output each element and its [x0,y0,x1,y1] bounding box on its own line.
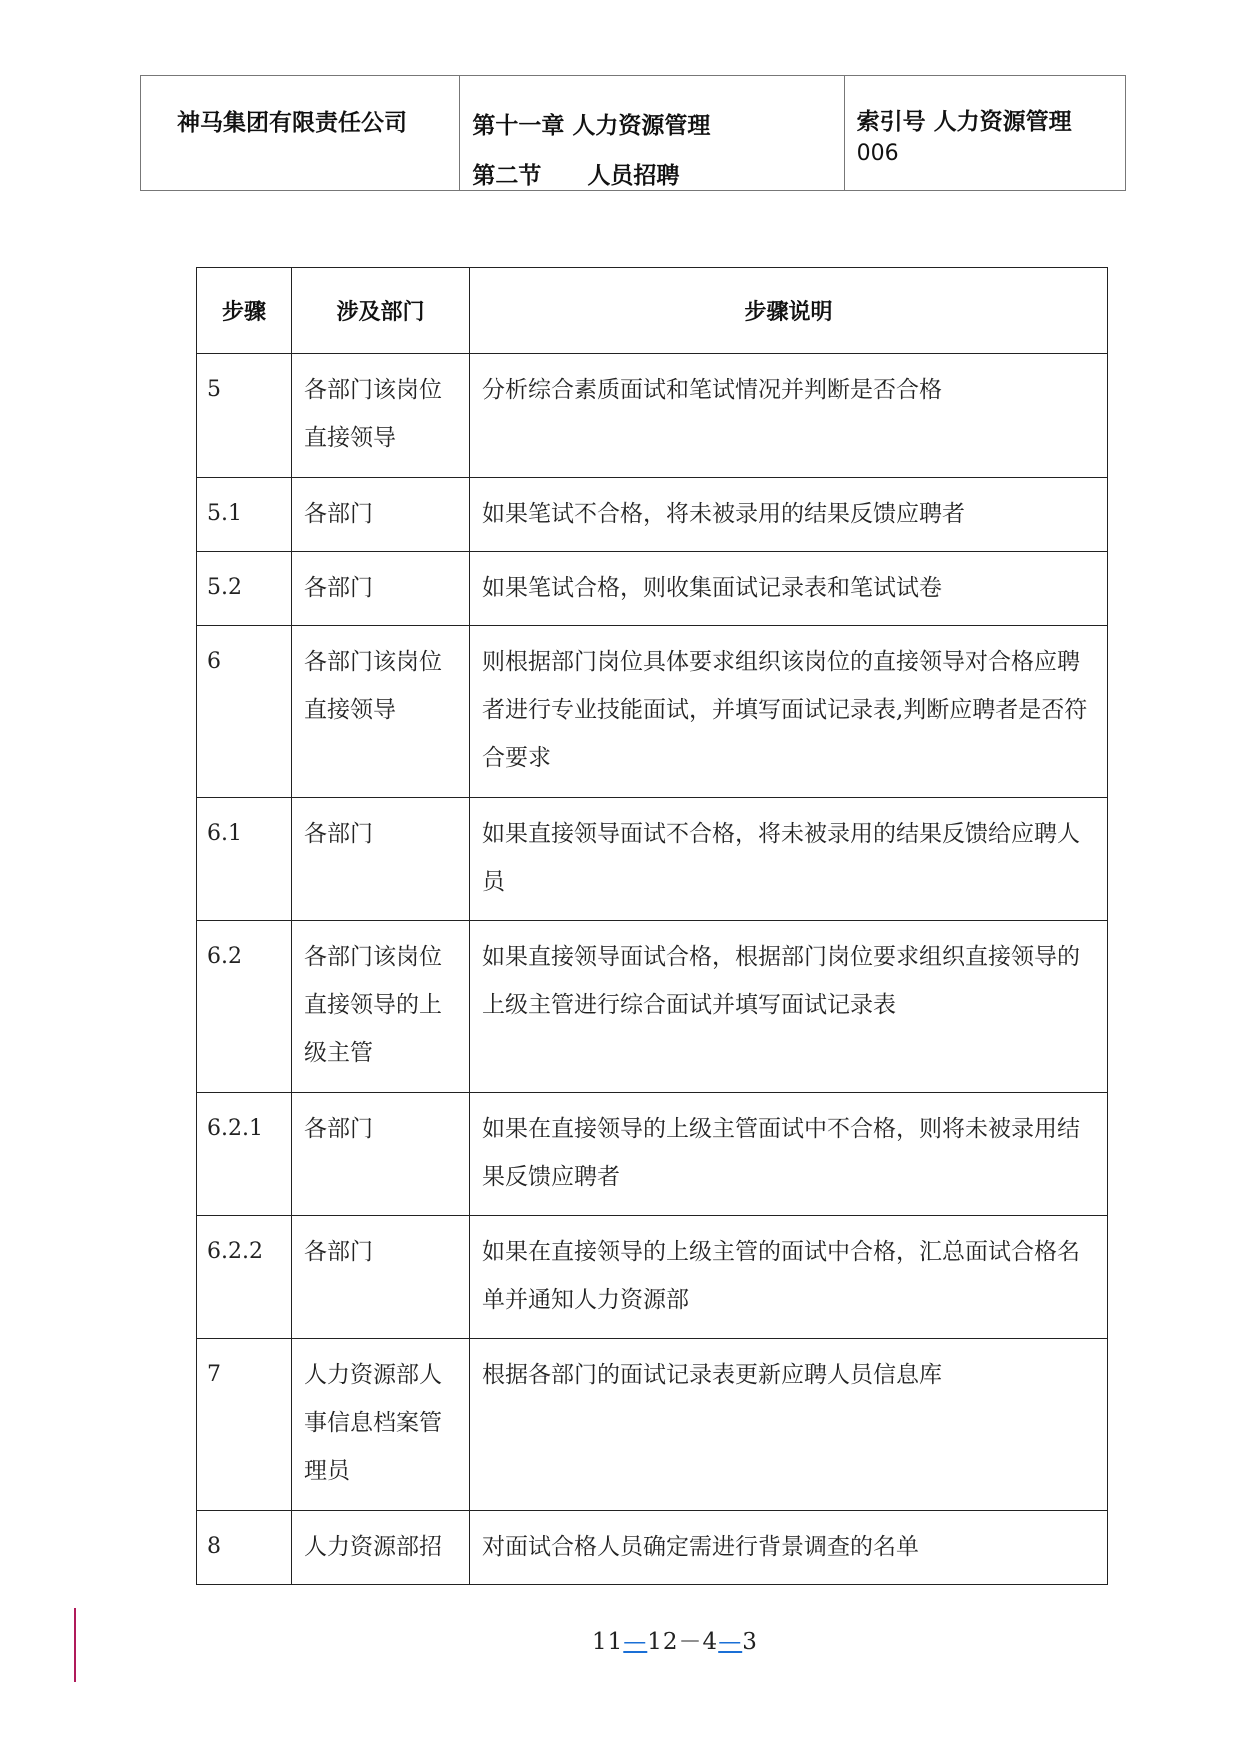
header-step: 步骤 [197,268,292,354]
section-line [472,151,843,201]
index-cell [845,76,1125,190]
page-part: 2－4 [662,1629,719,1655]
step-dept: 各部门 [292,1093,470,1216]
step-dept: 各部门 [292,478,470,552]
page-part: 11 [592,1629,624,1655]
step-number: 5.1 [197,478,292,552]
table-header-row [197,268,1108,354]
company-name: 神马集团有限责任公司 [141,76,460,190]
step-dept: 各部门该岗位直接领导 [292,626,470,798]
step-number: 6.1 [197,798,292,921]
step-dept: 人力资源部人事信息档案管理员 [292,1339,470,1511]
step-dept: 人力资源部招 [292,1511,470,1585]
step-desc: 如果直接领导面试合格，根据部门岗位要求组织直接领导的上级主管进行综合面试并填写面试记录表 [470,921,1108,1093]
step-desc: 如果笔试合格，则收集面试记录表和笔试试卷 [470,552,1108,626]
step-dept: 各部门该岗位直接领导 [292,354,470,478]
chapter-section-cell [460,76,844,190]
steps-table [196,267,1108,1585]
table-row [197,1511,1108,1585]
page-number [592,1623,758,1656]
page-part: 1 [647,1629,663,1655]
margin-bar [74,1608,76,1682]
table-row [197,1216,1108,1339]
step-number: 5 [197,354,292,478]
table-row [197,626,1108,798]
table-row [197,354,1108,478]
page-part: 3 [742,1629,758,1655]
document-header [140,75,1126,191]
header-desc: 步骤说明 [470,268,1108,354]
step-desc: 分析综合素质面试和笔试情况并判断是否合格 [470,354,1108,478]
step-desc: 如果在直接领导的上级主管的面试中合格，汇总面试合格名单并通知人力资源部 [470,1216,1108,1339]
table-row [197,1339,1108,1511]
step-desc: 则根据部门岗位具体要求组织该岗位的直接领导对合格应聘者进行专业技能面试，并填写面试记录表,判断应聘者是否符合要求 [470,626,1108,798]
step-dept: 各部门该岗位直接领导的上级主管 [292,921,470,1093]
table-row [197,552,1108,626]
step-number: 5.2 [197,552,292,626]
step-number: 6 [197,626,292,798]
step-number: 6.2.2 [197,1216,292,1339]
step-desc: 如果笔试不合格，将未被录用的结果反馈应聘者 [470,478,1108,552]
index-code: 006 [856,141,899,166]
section-title: 人员招聘 [587,163,680,189]
step-desc: 如果在直接领导的上级主管面试中不合格，则将未被录用结果反馈应聘者 [470,1093,1108,1216]
step-desc: 根据各部门的面试记录表更新应聘人员信息库 [470,1339,1108,1511]
step-desc: 如果直接领导面试不合格，将未被录用的结果反馈给应聘人员 [470,798,1108,921]
table-row [197,921,1108,1093]
page-separator: — [623,1629,648,1655]
page-separator: — [718,1629,743,1655]
step-desc: 对面试合格人员确定需进行背景调查的名单 [470,1511,1108,1585]
step-number: 6.2 [197,921,292,1093]
step-dept: 各部门 [292,552,470,626]
chapter-title: 第十一章 人力资源管理 [472,113,711,139]
step-dept: 各部门 [292,798,470,921]
table-row [197,798,1108,921]
step-number: 6.2.1 [197,1093,292,1216]
table-row [197,1093,1108,1216]
section-label: 第二节 [472,163,542,189]
step-number: 8 [197,1511,292,1585]
step-number: 7 [197,1339,292,1511]
index-label: 索引号 人力资源管理 [856,109,1072,135]
step-dept: 各部门 [292,1216,470,1339]
header-dept: 涉及部门 [292,268,470,354]
table-row [197,478,1108,552]
